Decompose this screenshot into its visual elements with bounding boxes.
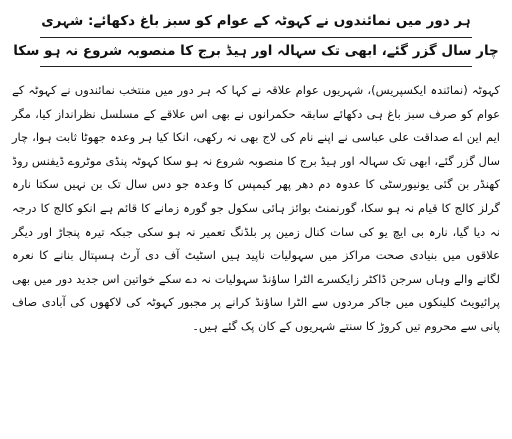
headline-divider-bottom [40,66,472,67]
article-body: کہوٹہ (نمائندہ ایکسپریس)، شہریوں عوام علاقہ نے کہا کہ ہر دور میں منتخب نمائندوں نے کہوٹہ کے عوام کو صرف سبز باغ ہی دکھائے سابقہ حکمرانوں نے بھی اس علاقے کے مسلسل نظرانداز کیا، مگر ایم این اے صداقت علی عباسی نے اپنے نام کی لاج بھی نہ رکھی، انکا کیا ہر وعدہ جھوٹا ثابت ہوا، چار سال گزر گئے، ابھی تک سہالہ اور ہیڈ برج کا منصوبہ شروع نہ ہو سکا کہوٹہ پنڈی موٹروے ڈیفنس روڈ کھنڈر بن گئی یونیورسٹی کا عدوہ دم دھر پھر کیمپس کا وعدہ جو دس سال تک بن نہیں سکتا نارہ گرلز کالج کا قیام نہ ہو سکا، گورنمنٹ بوائز ہائی سکول جو گورہ زمانے کا قائم ہے انکو کالج کا درجہ نہ دیا گیا، نارہ بی ایچ یو کی سات کنال زمین پر بلڈنگ تعمیر نہ ہو سکی جبکہ تیرہ پنجاڑ اور دیگر علاقوں میں بنیادی صحت مراکز میں سہولیات ناپید ہیں اسٹیٹ آف دی آرٹ ہسپتال بنانے کا نعرہ لگانے والے وہاں سرجن ڈاکٹر زایکسرے الٹرا ساؤنڈ سہولیات نہ دے سکے خواتین اس جدید دور میں بھی پرائیویٹ کلینکوں میں جاکر مردوں سے الٹرا ساؤنڈ کرانے پر مجبور کہوٹہ کی لاکھوں کی آبادی صاف پانی سے محروم تیں کروڑ کا سنتے شہریوں کے کان پک گئے ہیں۔ [12,83,500,333]
headline-line-1: ہر دور میں نمائندوں نے کہوٹہ کے عوام کو سبز باغ دکھائے: شہری [41,13,471,29]
headline-line-2: چار سال گزر گئے، ابھی تک سہالہ اور ہیڈ برج کا منصوبہ شروع نہ ہو سکا [13,43,499,59]
